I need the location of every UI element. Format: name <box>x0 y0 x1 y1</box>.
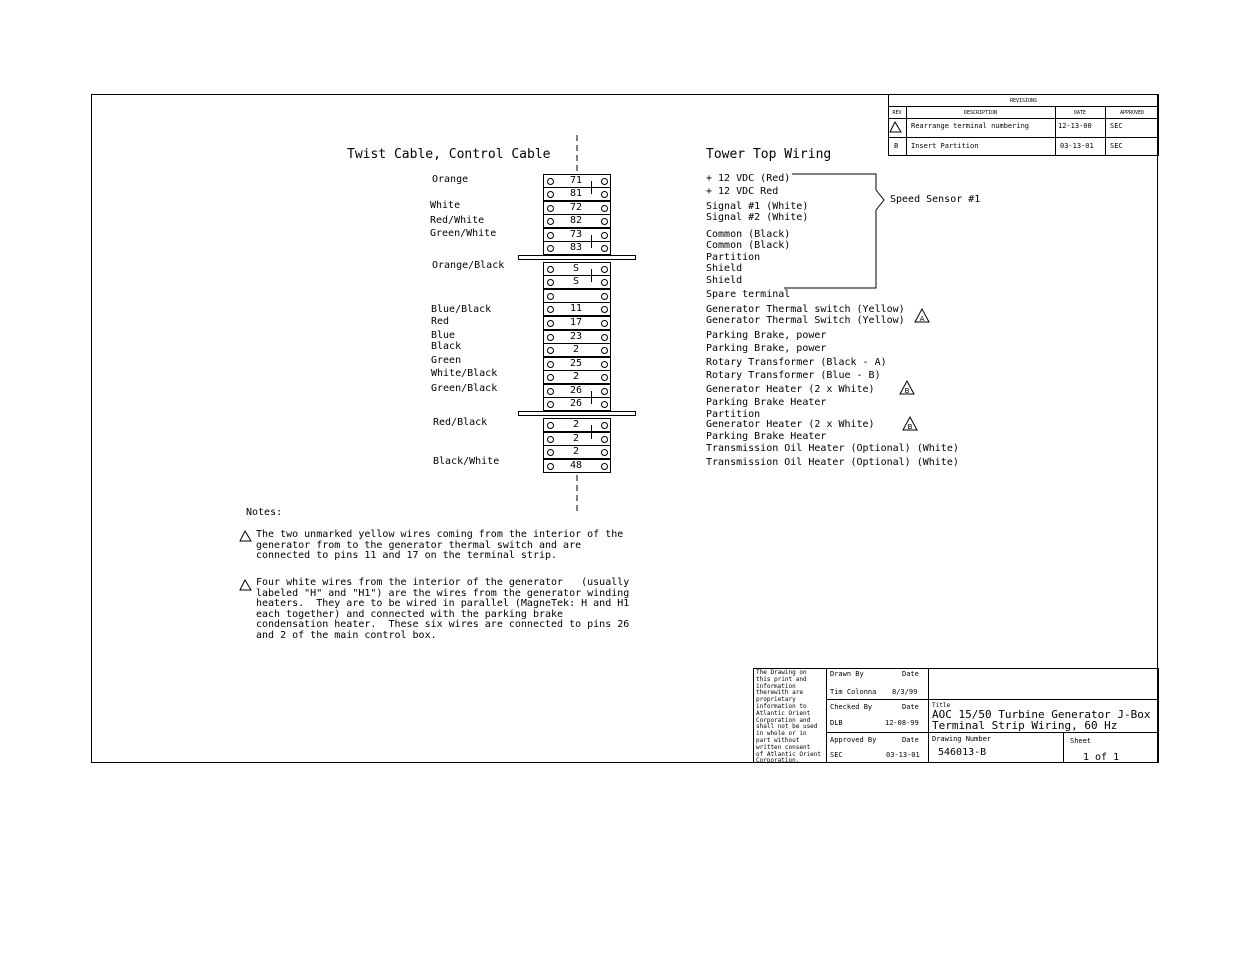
terminal-row <box>543 228 611 242</box>
wiring-description: Parking Brake Heater <box>706 431 827 442</box>
checked-by-label: Checked By <box>830 703 873 711</box>
wire-label: Black <box>431 341 462 352</box>
terminal-row <box>543 214 611 228</box>
terminal-number: S <box>572 263 580 274</box>
terminal-screw-icon <box>601 422 608 429</box>
wiring-description: Partition <box>706 409 761 420</box>
terminal-screw-icon <box>547 205 554 212</box>
terminal-screw-icon <box>547 374 554 381</box>
wire-label: Red/Black <box>433 417 488 428</box>
terminal-screw-icon <box>601 205 608 212</box>
approved-date-label: Date <box>902 736 919 744</box>
wire-label: Green/White <box>430 228 497 239</box>
revision-approved: SEC <box>1110 142 1123 150</box>
approved-date: 03-13-01 <box>886 751 920 759</box>
revision-rev <box>889 121 903 122</box>
wiring-description: Partition <box>706 252 761 263</box>
terminal-screw-icon <box>547 401 554 408</box>
terminal-jumper <box>591 235 592 248</box>
wire-label: Blue/Black <box>431 304 492 315</box>
approved-by: SEC <box>830 751 843 759</box>
revision-b-triangle-icon <box>902 416 918 432</box>
terminal-row <box>543 241 611 255</box>
terminal-screw-icon <box>547 218 554 225</box>
terminal-row <box>543 432 611 446</box>
approved-by-label: Approved By <box>830 736 877 744</box>
sheet-number: 1 of 1 <box>1083 752 1120 763</box>
terminal-screw-icon <box>601 449 608 456</box>
terminal-row <box>543 174 611 188</box>
svg-text:B: B <box>904 387 910 395</box>
terminal-number: 2 <box>572 344 580 355</box>
revision-a-triangle-icon <box>889 121 903 133</box>
terminal-screw-icon <box>547 320 554 327</box>
terminal-screw-icon <box>601 293 608 300</box>
terminal-row <box>543 397 611 411</box>
terminal-number: 26 <box>569 398 583 409</box>
terminal-number: 71 <box>569 175 583 186</box>
wire-label: Orange/Black <box>432 260 505 271</box>
revision-description: Insert Partition <box>911 142 979 150</box>
note-marker <box>239 579 240 580</box>
wire-label: White <box>430 200 461 211</box>
terminal-screw-icon <box>547 279 554 286</box>
terminal-jumper <box>591 269 592 282</box>
terminal-number: 73 <box>569 229 583 240</box>
speed-sensor-bracket <box>780 170 890 294</box>
terminal-number: 83 <box>569 242 583 253</box>
left-section-title: Twist Cable, Control Cable <box>347 147 551 162</box>
terminal-number: 23 <box>569 331 583 342</box>
terminal-row <box>543 262 611 276</box>
terminal-jumper <box>591 391 592 404</box>
wiring-description: Common (Black) <box>706 229 791 240</box>
sheet-label: Sheet <box>1070 737 1092 745</box>
wire-label: Blue <box>431 330 456 341</box>
wiring-description: Transmission Oil Heater (Optional) (White) <box>706 457 959 468</box>
proprietary-notice: The Drawing on this print and information therewith are proprietary information to Atlantic Orient Corporation and shall not be used in whole or in part without written consent of Atlantic Orient Corporation. <box>756 669 822 765</box>
terminal-screw-icon <box>547 306 554 313</box>
revisions-col-approved: APPROVED <box>1119 110 1145 116</box>
drawing-number: 546013-B <box>938 747 987 758</box>
wiring-description: Spare terminal <box>706 289 791 300</box>
terminal-number: 72 <box>569 202 583 213</box>
terminal-number: 2 <box>572 419 580 430</box>
revision-description: Rearrange terminal numbering <box>911 122 1030 130</box>
wiring-description: Rotary Transformer (Blue - B) <box>706 370 881 381</box>
terminal-screw-icon <box>601 347 608 354</box>
wire-label: Green/Black <box>431 383 498 394</box>
terminal-screw-icon <box>547 178 554 185</box>
terminal-row <box>543 275 611 289</box>
checked-date-label: Date <box>902 703 919 711</box>
terminal-screw-icon <box>601 436 608 443</box>
terminal-screw-icon <box>601 191 608 198</box>
wiring-description: Signal #2 (White) <box>706 212 809 223</box>
wire-label: White/Black <box>431 368 498 379</box>
wiring-description: + 12 VDC (Red) <box>706 173 791 184</box>
terminal-screw-icon <box>547 422 554 429</box>
wire-label: Orange <box>432 174 469 185</box>
terminal-screw-icon <box>601 374 608 381</box>
terminal-jumper <box>591 425 592 439</box>
terminal-screw-icon <box>547 347 554 354</box>
terminal-row <box>543 370 611 384</box>
wiring-description: Parking Brake, power <box>706 330 827 341</box>
terminal-number: 48 <box>569 460 583 471</box>
wire-label: Red/White <box>430 215 485 226</box>
terminal-row <box>543 418 611 432</box>
revisions-col-date: DATE <box>1073 110 1087 116</box>
terminal-row <box>543 357 611 371</box>
terminal-screw-icon <box>601 361 608 368</box>
terminal-number: 17 <box>569 317 583 328</box>
terminal-screw-icon <box>601 388 608 395</box>
terminal-screw-icon <box>547 334 554 341</box>
wiring-description: Shield <box>706 275 743 286</box>
terminal-row <box>543 302 611 316</box>
terminal-number: 2 <box>572 433 580 444</box>
revision-rev: B <box>894 142 899 150</box>
title-label: Title <box>932 702 951 709</box>
right-section-title: Tower Top Wiring <box>706 147 832 162</box>
terminal-screw-icon <box>547 191 554 198</box>
terminal-screw-icon <box>601 463 608 470</box>
revision-approved: SEC <box>1110 122 1123 130</box>
note-a-triangle-icon <box>239 530 253 543</box>
wire-label: Red <box>431 316 450 327</box>
terminal-screw-icon <box>547 463 554 470</box>
terminal-screw-icon <box>601 266 608 273</box>
drawn-by-label: Drawn By <box>830 670 864 678</box>
terminal-row <box>543 201 611 215</box>
wiring-description: Common (Black) <box>706 240 791 251</box>
terminal-screw-icon <box>547 266 554 273</box>
terminal-screw-icon <box>547 245 554 252</box>
terminal-screw-icon <box>601 401 608 408</box>
terminal-jumper <box>591 181 592 194</box>
note-marker <box>239 530 240 531</box>
wiring-description: Generator Heater (2 x White) <box>706 384 875 395</box>
terminal-strip <box>543 174 611 472</box>
terminal-row <box>543 316 611 330</box>
terminal-screw-icon <box>601 178 608 185</box>
revision-b-triangle-icon <box>899 380 915 396</box>
terminal-screw-icon <box>601 218 608 225</box>
wiring-description: + 12 VDC Red <box>706 186 779 197</box>
terminal-number: 2 <box>572 446 580 457</box>
terminal-row <box>543 459 611 473</box>
terminal-row <box>543 289 611 303</box>
revision-date: 12-13-00 <box>1058 122 1092 130</box>
revision-date: 03-13-01 <box>1060 142 1094 150</box>
wire-label: Green <box>431 355 462 366</box>
terminal-screw-icon <box>601 334 608 341</box>
terminal-screw-icon <box>601 320 608 327</box>
wiring-description: Generator Thermal switch (Yellow) <box>706 304 905 315</box>
notes-heading: Notes: <box>246 507 283 518</box>
terminal-number: 26 <box>569 385 583 396</box>
partition-bar <box>518 411 636 416</box>
terminal-number: 2 <box>572 371 580 382</box>
terminal-screw-icon <box>547 232 554 239</box>
terminal-number: 82 <box>569 215 583 226</box>
revisions-col-rev: REV <box>892 110 902 116</box>
terminal-row <box>543 187 611 201</box>
wire-label: Black/White <box>433 456 500 467</box>
wiring-description: Signal #1 (White) <box>706 201 809 212</box>
terminal-row <box>543 384 611 398</box>
drawing-title-line1: AOC 15/50 Turbine Generator J-Box <box>932 708 1151 721</box>
terminal-row <box>543 445 611 459</box>
wiring-description: Transmission Oil Heater (Optional) (White) <box>706 443 959 454</box>
terminal-row <box>543 343 611 357</box>
note-text: The two unmarked yellow wires coming from the interior of the generator from to the generator thermal switch and are connected to pins 11 and 17 on the terminal strip. <box>256 529 624 561</box>
wiring-description: Parking Brake, power <box>706 343 827 354</box>
drawn-date-label: Date <box>902 670 919 678</box>
wiring-description: Generator Thermal Switch (Yellow) <box>706 315 905 326</box>
terminal-screw-icon <box>547 361 554 368</box>
drawn-by: Tim Colonna <box>830 688 877 696</box>
terminal-screw-icon <box>601 306 608 313</box>
revisions-header: REVISIONS <box>1009 98 1038 104</box>
wiring-description: Parking Brake Heater <box>706 397 827 408</box>
note-b-triangle-icon <box>239 579 253 592</box>
wiring-description: Shield <box>706 263 743 274</box>
terminal-screw-icon <box>601 279 608 286</box>
terminal-number: 81 <box>569 188 583 199</box>
terminal-screw-icon <box>601 245 608 252</box>
terminal-screw-icon <box>547 436 554 443</box>
checked-by: DLB <box>830 719 843 727</box>
terminal-screw-icon <box>547 388 554 395</box>
terminal-screw-icon <box>601 232 608 239</box>
wiring-description: Rotary Transformer (Black - A) <box>706 357 887 368</box>
drawn-date: 8/3/99 <box>892 688 918 696</box>
terminal-row <box>543 330 611 344</box>
note-text: Four white wires from the interior of the generator (usually labeled "H" and "H1") are the wires from the generator winding heaters. They are to be wired in parallel (MagneTek: H and H1 each together) and connected with the parking brake condensation heater. These six wires are connected to pins 26 and 2 of the main control box. <box>256 577 630 641</box>
svg-text:A: A <box>919 315 925 323</box>
drawing-number-label: Drawing Number <box>932 735 992 743</box>
terminal-number: 11 <box>569 303 583 314</box>
terminal-number: 25 <box>569 358 583 369</box>
terminal-number: S <box>572 276 580 287</box>
speed-sensor-label: Speed Sensor #1 <box>890 194 981 205</box>
terminal-screw-icon <box>547 293 554 300</box>
revision-a-triangle-icon <box>914 308 930 324</box>
checked-date: 12-08-99 <box>885 719 919 727</box>
partition-bar <box>518 255 636 260</box>
terminal-screw-icon <box>547 449 554 456</box>
drawing-frame <box>91 94 1158 763</box>
revisions-col-description: DESCRIPTION <box>963 110 998 116</box>
wiring-description: Generator Heater (2 x White) <box>706 419 875 430</box>
drawing-title-line2: Terminal Strip Wiring, 60 Hz <box>932 719 1118 732</box>
svg-text:B: B <box>907 423 913 431</box>
